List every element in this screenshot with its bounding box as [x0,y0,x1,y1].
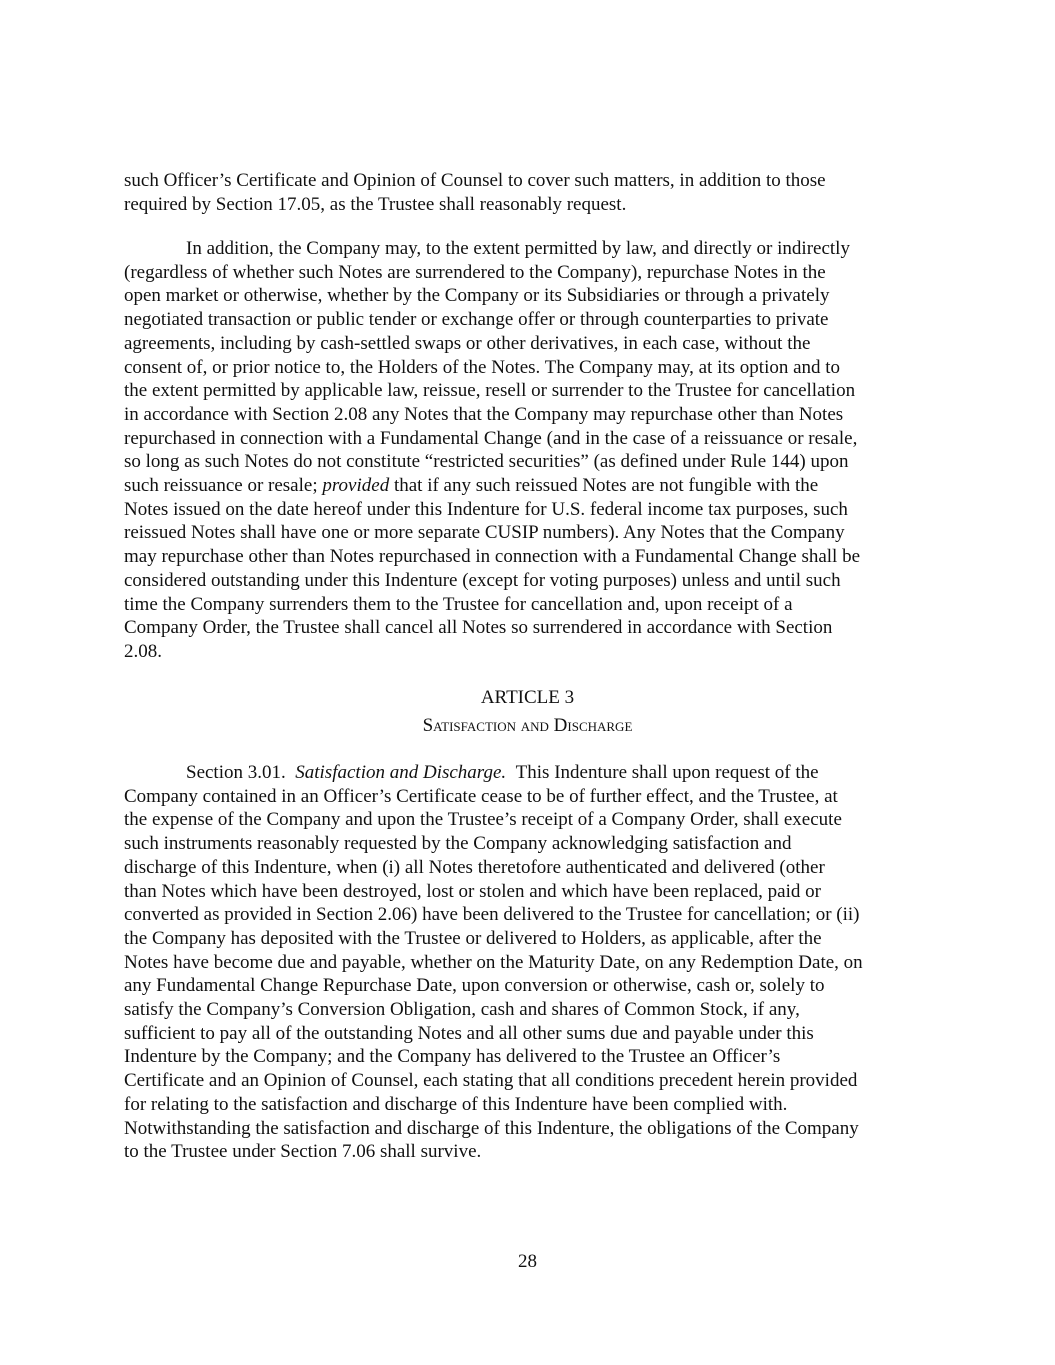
text-line: than Notes which have been destroyed, lost or stolen and which have been replaced, paid or [124,880,821,902]
article-number: ARTICLE 3 [480,687,575,708]
text-line: so long as such Notes do not constitute “restricted securities” (as defined under Rule 144) upon [124,451,849,473]
text-line: sufficient to pay all of the outstanding Notes and all other sums due and payable under this [124,1022,814,1044]
text-line: such instruments reasonably requested by the Company acknowledging satisfaction and [124,833,792,855]
section-heading: Satisfaction and Discharge. [295,762,507,783]
text-line: considered outstanding under this Indenture (except for voting purposes) unless and until such [124,569,841,591]
text-line: to the Trustee under Section 7.06 shall survive. [124,1141,482,1163]
text-segment: that if any such reissued Notes are not fungible with the [389,475,819,497]
text-line: in accordance with Section 2.08 any Notes that the Company may repurchase other than Notes [124,403,844,425]
text-line: Indenture by the Company; and the Company has delivered to the Trustee an Officer’s [124,1046,781,1068]
text-line: 2.08. [124,640,162,662]
text-line: negotiated transaction or public tender or exchange offer or through counterparties to private [124,309,829,331]
section-3-01 [124,761,936,1164]
section-label: Section 3.01. [186,762,286,783]
text-line [124,761,936,785]
text-line: repurchased in connection with a Fundamental Change (and in the case of a reissuance or resale, [124,427,858,449]
text-line: time the Company surrenders them to the Trustee for cancellation and, upon receipt of a [124,593,793,615]
text-line: required by Section 17.05, as the Trustee shall reasonably request. [124,193,627,215]
text-line: satisfy the Company’s Conversion Obligation, cash and shares of Common Stock, if any, [124,999,800,1021]
paragraph-repurchase [124,237,936,664]
text-line: Notes issued on the date hereof under this Indenture for U.S. federal income tax purposes, such [124,498,848,520]
article-title: Satisfaction and Discharge [422,715,633,736]
text-line: for relating to the satisfaction and discharge of this Indenture have been complied with. [124,1093,788,1115]
page-number: 28 [518,1251,537,1272]
text-line: the extent permitted by applicable law, reissue, resell or surrender to the Trustee for cancellation [124,380,856,402]
text-line: consent of, or prior notice to, the Holders of the Notes. The Company may, at its option and to [124,356,841,378]
text-line: Certificate and an Opinion of Counsel, each stating that all conditions precedent herein provided [124,1070,858,1092]
text-line: reissued Notes shall have one or more separate CUSIP numbers). Any Notes that the Company [124,522,845,544]
italic-term: provided [322,475,390,497]
text-line: Notes have become due and payable, whether on the Maturity Date, on any Redemption Date, on [124,951,863,973]
text-line: In addition, the Company may, to the extent permitted by law, and directly or indirectly [186,238,850,259]
text-line: Company contained in an Officer’s Certificate cease to be of further effect, and the Trustee, at [124,785,838,807]
text-segment: This Indenture shall upon request of the [515,762,819,783]
text-line: may repurchase other than Notes repurchased in connection with a Fundamental Change shall be [124,546,861,568]
text-line: open market or otherwise, whether by the Company or its Subsidiaries or through a privately [124,285,830,307]
text-line: discharge of this Indenture, when (i) all Notes theretofore authenticated and delivered (other [124,856,825,878]
text-line: the Company has deposited with the Trustee or delivered to Holders, as applicable, after the [124,927,822,949]
text-line: agreements, including by cash-settled swaps or other derivatives, in each case, without the [124,332,811,354]
text-line [124,474,936,498]
text-segment: such reissuance or resale; [124,475,323,497]
text-line: any Fundamental Change Repurchase Date, upon conversion or otherwise, cash or, solely to [124,975,825,997]
text-line: such Officer’s Certificate and Opinion of Counsel to cover such matters, in addition to those [124,170,826,191]
text-line: converted as provided in Section 2.06) have been delivered to the Trustee for cancellation; or (ii) [124,904,860,926]
text-line: Notwithstanding the satisfaction and discharge of this Indenture, the obligations of the Company [124,1117,859,1139]
paragraph-continuation [124,169,936,216]
text-line: the expense of the Company and upon the Trustee’s receipt of a Company Order, shall execute [124,809,842,831]
text-line: Company Order, the Trustee shall cancel all Notes so surrendered in accordance with Section [124,617,833,639]
text-line: (regardless of whether such Notes are surrendered to the Company), repurchase Notes in the [124,261,826,283]
